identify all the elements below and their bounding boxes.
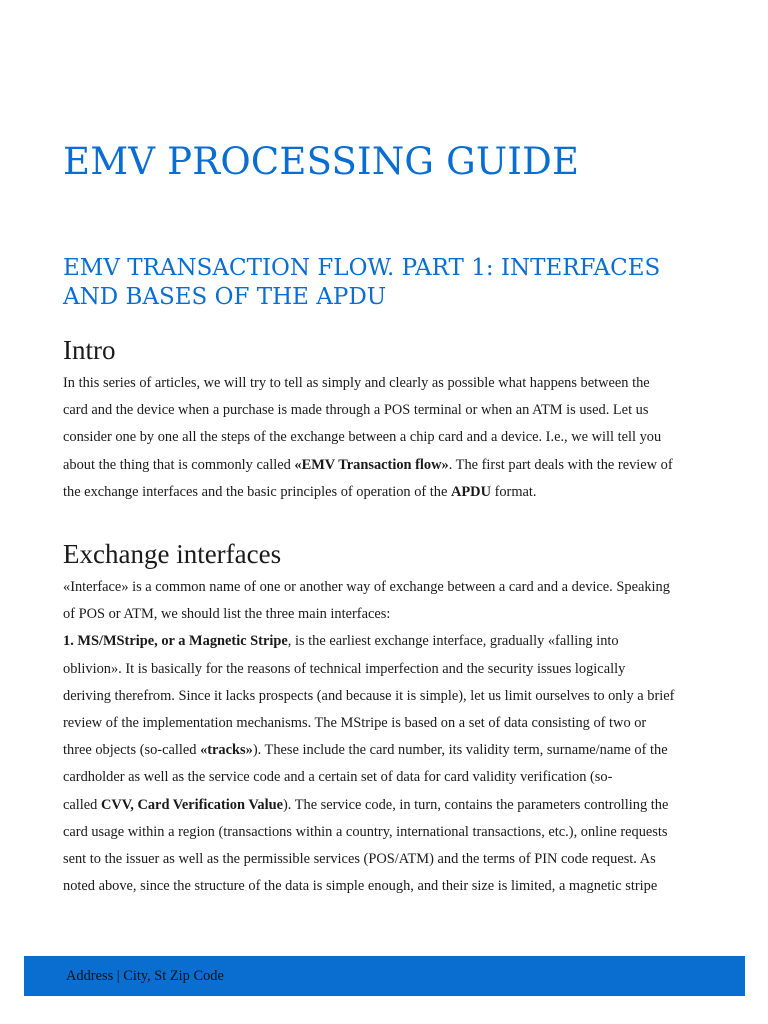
text-run: ). The service code, in turn, contains the parameters controlling the	[282, 796, 669, 813]
text-line	[63, 397, 707, 424]
text-line	[63, 452, 707, 479]
text-run: deriving therefrom. Since it lacks prospects (and because it is simple), let us limit ourselves to only a brief	[63, 687, 675, 704]
intro-paragraph	[63, 370, 707, 506]
text-line	[63, 479, 707, 506]
document-title: EMV PROCESSING GUIDE	[63, 140, 580, 183]
text-run: called	[63, 796, 101, 813]
text-run: format.	[490, 483, 537, 500]
text-line	[63, 737, 707, 764]
text-line	[63, 819, 707, 846]
text-line	[63, 873, 707, 900]
exchange-interfaces-heading: Exchange interfaces	[63, 539, 282, 569]
text-run: card usage within a region (transactions within a country, international transactions, etc.), online requests	[63, 823, 668, 840]
text-run: card and the device when a purchase is made through a POS terminal or when an ATM is used. Let us	[63, 402, 649, 419]
text-line	[63, 764, 707, 791]
text-run: «Interface» is a common name of one or another way of exchange between a card and a device. Speaking	[63, 579, 670, 595]
exchange-interfaces-paragraph	[63, 574, 707, 900]
text-line	[63, 628, 707, 655]
text-run: of POS or ATM, we should list the three main interfaces:	[63, 606, 391, 623]
bold-term: 1. MS/MStripe, or a Magnetic Stripe	[63, 633, 288, 650]
text-line	[63, 601, 707, 628]
bold-term: APDU	[451, 483, 491, 500]
text-run: three objects (so-called	[63, 742, 201, 759]
text-run: sent to the issuer as well as the permissible services (POS/ATM) and the terms of PIN code request. As	[63, 851, 656, 868]
text-run: oblivion». It is basically for the reasons of technical imperfection and the security issues logically	[63, 660, 626, 677]
text-run: . The first part deals with the review of	[448, 456, 673, 473]
text-run: , is the earliest exchange interface, gradually «falling into	[287, 633, 619, 650]
text-line	[63, 792, 707, 819]
text-run: In this series of articles, we will try to tell as simply and clearly as possible what happens between the	[63, 375, 650, 391]
text-run: review of the implementation mechanisms. The MStripe is based on a set of data consisting of two or	[63, 715, 647, 732]
bold-term: CVV, Card Verification Value	[100, 796, 283, 813]
bold-term: «EMV Transaction flow»	[294, 456, 449, 473]
text-run: cardholder as well as the service code and a certain set of data for card validity verification (so-	[63, 769, 613, 786]
text-line	[63, 846, 707, 873]
section-title: EMV TRANSACTION FLOW. PART 1: INTERFACES AND BASES OF THE APDU	[63, 255, 661, 310]
text-line	[63, 370, 707, 397]
text-line	[63, 656, 707, 683]
text-run: ). These include the card number, its validity term, surname/name of the	[252, 742, 668, 759]
text-line	[63, 710, 707, 737]
text-run: about the thing that is commonly called	[63, 456, 295, 473]
text-run: noted above, since the structure of the data is simple enough, and their size is limited, a magnetic stripe	[63, 878, 658, 895]
text-run: the exchange interfaces and the basic principles of operation of the	[63, 483, 451, 500]
intro-heading: Intro	[63, 335, 116, 365]
text-run: consider one by one all the steps of the exchange between a chip card and a device. I.e., we will tell you	[63, 429, 662, 446]
footer-bar	[24, 956, 745, 996]
text-line	[63, 683, 707, 710]
text-line	[63, 574, 707, 601]
text-line	[63, 424, 707, 451]
bold-term: «tracks»	[200, 742, 253, 759]
footer-address: Address | City, St Zip Code	[66, 968, 224, 984]
